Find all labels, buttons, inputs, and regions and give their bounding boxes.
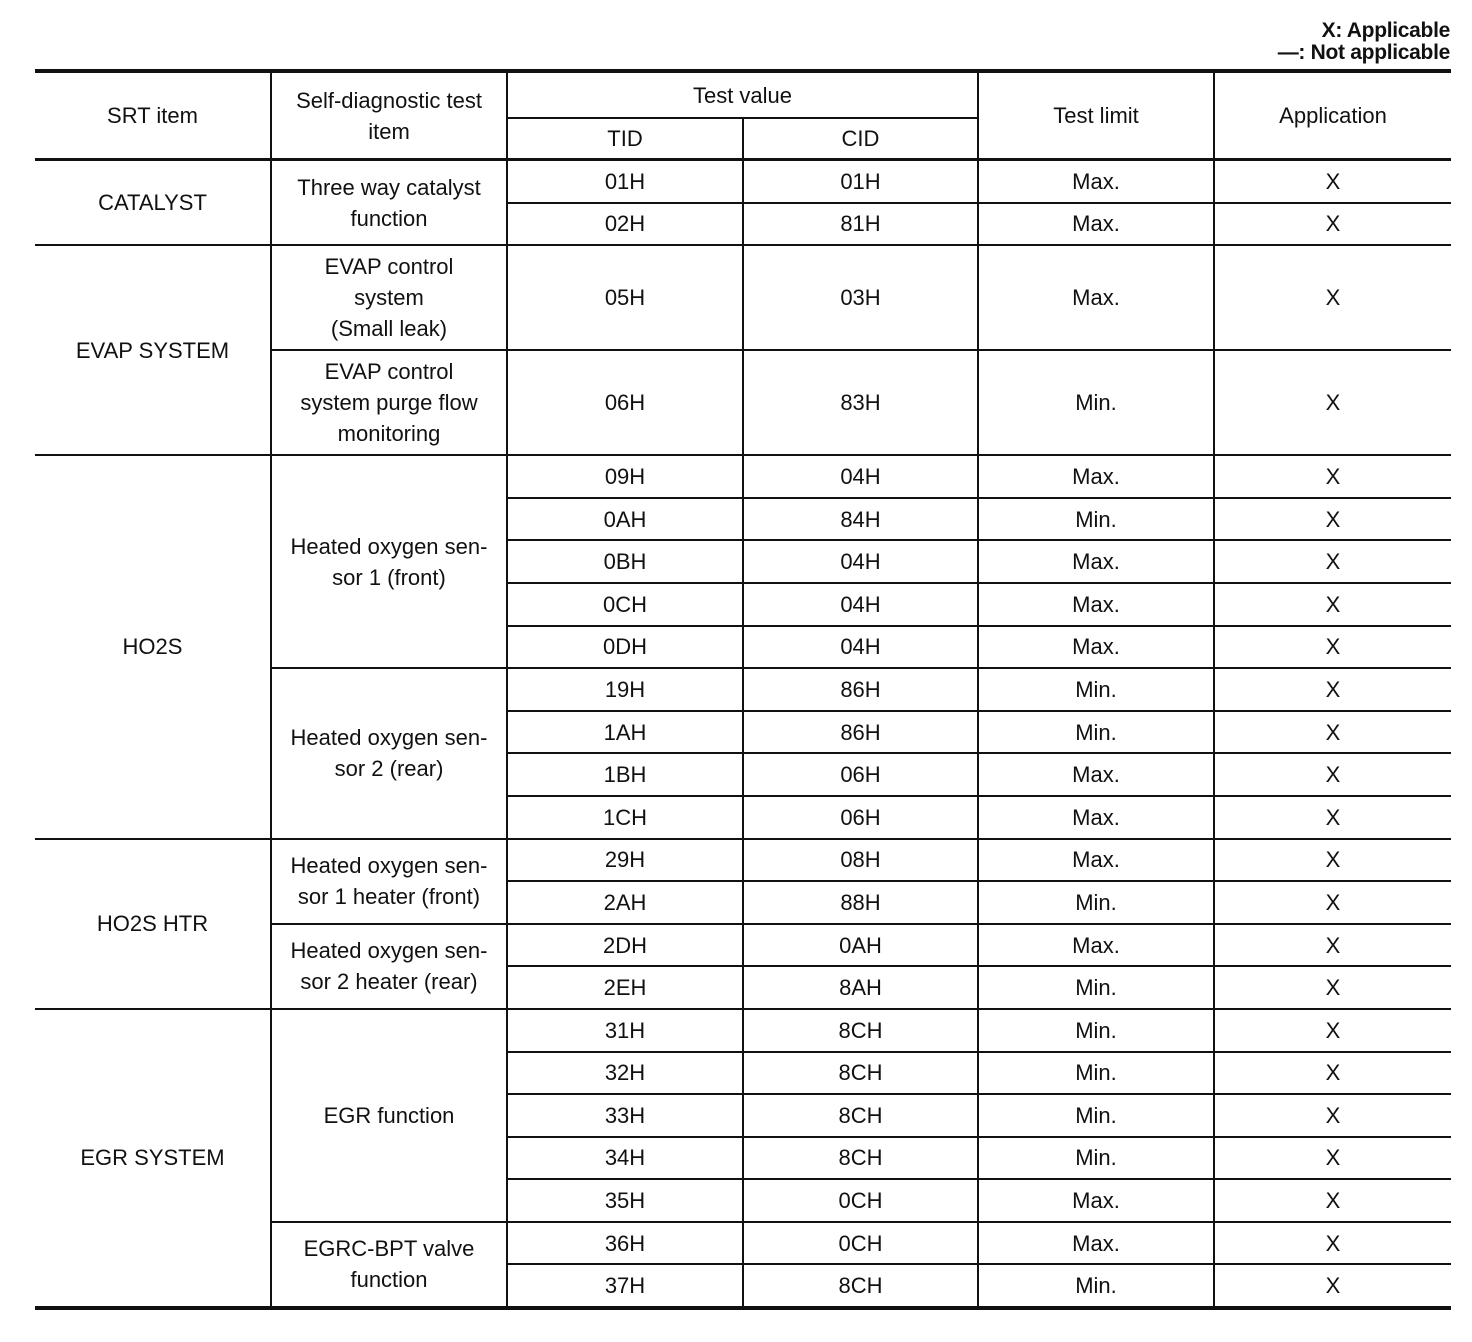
header-tid: TID [507,118,743,160]
srt-group-ho2s-htr: HO2S HTR [35,839,271,1009]
limit-cell: Max. [978,245,1214,350]
tid-cell: 2DH [507,924,743,967]
tid-cell: 1CH [507,796,743,839]
test-item-ho2s-1-front: Heated oxygen sen- sor 1 (front) [271,455,507,668]
tid-cell: 05H [507,245,743,350]
table-row [35,839,1451,882]
tid-cell: 06H [507,350,743,455]
cid-cell: 8CH [743,1137,978,1180]
limit-cell: Min. [978,350,1214,455]
limit-cell: Min. [978,1264,1214,1308]
tid-cell: 36H [507,1222,743,1265]
header-test-value: Test value [507,71,978,118]
test-item-ho2s-2-rear: Heated oxygen sen- sor 2 (rear) [271,668,507,838]
application-cell: X [1214,966,1451,1009]
tid-cell: 0CH [507,583,743,626]
limit-cell: Min. [978,1094,1214,1137]
cid-cell: 86H [743,668,978,711]
cid-cell: 06H [743,796,978,839]
cid-cell: 8AH [743,966,978,1009]
tid-cell: 09H [507,455,743,498]
cid-cell: 81H [743,203,978,246]
srt-group-ho2s: HO2S [35,455,271,838]
cid-cell: 8CH [743,1052,978,1095]
test-item-evap-small-leak: EVAP control system (Small leak) [271,245,507,350]
tid-cell: 02H [507,203,743,246]
cid-cell: 04H [743,455,978,498]
application-cell: X [1214,924,1451,967]
cid-cell: 0AH [743,924,978,967]
cid-cell: 8CH [743,1009,978,1052]
table-header [35,71,1451,160]
cid-cell: 8CH [743,1264,978,1308]
limit-cell: Max. [978,1222,1214,1265]
application-cell: X [1214,583,1451,626]
test-item-ho2s-1-heater: Heated oxygen sen- sor 1 heater (front) [271,839,507,924]
tid-cell: 01H [507,160,743,203]
test-item-three-way-catalyst: Three way catalyst function [271,160,507,246]
cid-cell: 03H [743,245,978,350]
tid-cell: 37H [507,1264,743,1308]
application-cell: X [1214,498,1451,541]
limit-cell: Min. [978,711,1214,754]
tid-cell: 0DH [507,626,743,669]
application-cell: X [1214,1264,1451,1308]
limit-cell: Max. [978,924,1214,967]
tid-cell: 33H [507,1094,743,1137]
cid-cell: 01H [743,160,978,203]
test-item-evap-purge-flow: EVAP control system purge flow monitoring [271,350,507,455]
tid-cell: 31H [507,1009,743,1052]
application-cell: X [1214,245,1451,350]
application-cell: X [1214,881,1451,924]
table-row [35,160,1451,203]
test-item-egrc-bpt-valve: EGRC-BPT valve function [271,1222,507,1308]
table-row [35,245,1451,350]
limit-cell: Min. [978,966,1214,1009]
application-cell: X [1214,796,1451,839]
limit-cell: Max. [978,540,1214,583]
application-cell: X [1214,540,1451,583]
application-cell: X [1214,160,1451,203]
limit-cell: Max. [978,583,1214,626]
srt-group-catalyst: CATALYST [35,160,271,246]
header-self-diagnostic: Self-diagnostic test item [271,71,507,160]
application-cell: X [1214,350,1451,455]
limit-cell: Max. [978,203,1214,246]
limit-cell: Min. [978,881,1214,924]
tid-cell: 0BH [507,540,743,583]
application-cell: X [1214,1052,1451,1095]
application-cell: X [1214,203,1451,246]
limit-cell: Min. [978,498,1214,541]
srt-group-egr-system: EGR SYSTEM [35,1009,271,1308]
cid-cell: 08H [743,839,978,882]
tid-cell: 1BH [507,753,743,796]
application-cell: X [1214,1222,1451,1265]
test-item-ho2s-2-heater: Heated oxygen sen- sor 2 heater (rear) [271,924,507,1009]
application-cell: X [1214,668,1451,711]
cid-cell: 04H [743,583,978,626]
header-cid: CID [743,118,978,160]
table-row [35,1009,1451,1052]
limit-cell: Max. [978,796,1214,839]
header-test-limit: Test limit [978,71,1214,160]
limit-cell: Max. [978,455,1214,498]
cid-cell: 04H [743,626,978,669]
application-cell: X [1214,1179,1451,1222]
srt-table [35,69,1451,1310]
application-cell: X [1214,753,1451,796]
application-cell: X [1214,711,1451,754]
application-cell: X [1214,1094,1451,1137]
legend-not-applicable: —: Not applicable [1277,41,1450,64]
application-cell: X [1214,455,1451,498]
test-item-egr-function: EGR function [271,1009,507,1222]
tid-cell: 29H [507,839,743,882]
cid-cell: 86H [743,711,978,754]
table-row [35,455,1451,498]
application-cell: X [1214,626,1451,669]
tid-cell: 1AH [507,711,743,754]
limit-cell: Max. [978,753,1214,796]
cid-cell: 83H [743,350,978,455]
tid-cell: 2AH [507,881,743,924]
limit-cell: Max. [978,160,1214,203]
limit-cell: Min. [978,1137,1214,1180]
tid-cell: 19H [507,668,743,711]
limit-cell: Min. [978,1009,1214,1052]
cid-cell: 0CH [743,1222,978,1265]
limit-cell: Min. [978,1052,1214,1095]
tid-cell: 2EH [507,966,743,1009]
limit-cell: Max. [978,1179,1214,1222]
tid-cell: 35H [507,1179,743,1222]
srt-group-evap-system: EVAP SYSTEM [35,245,271,455]
limit-cell: Max. [978,626,1214,669]
cid-cell: 84H [743,498,978,541]
application-cell: X [1214,1137,1451,1180]
tid-cell: 32H [507,1052,743,1095]
application-cell: X [1214,1009,1451,1052]
cid-cell: 8CH [743,1094,978,1137]
header-srt-item: SRT item [35,71,271,160]
tid-cell: 34H [507,1137,743,1180]
cid-cell: 06H [743,753,978,796]
limit-cell: Max. [978,839,1214,882]
legend [1278,20,1450,64]
legend-applicable: X: Applicable [1321,19,1450,42]
application-cell: X [1214,839,1451,882]
header-application: Application [1214,71,1451,160]
cid-cell: 04H [743,540,978,583]
tid-cell: 0AH [507,498,743,541]
cid-cell: 0CH [743,1179,978,1222]
cid-cell: 88H [743,881,978,924]
limit-cell: Min. [978,668,1214,711]
